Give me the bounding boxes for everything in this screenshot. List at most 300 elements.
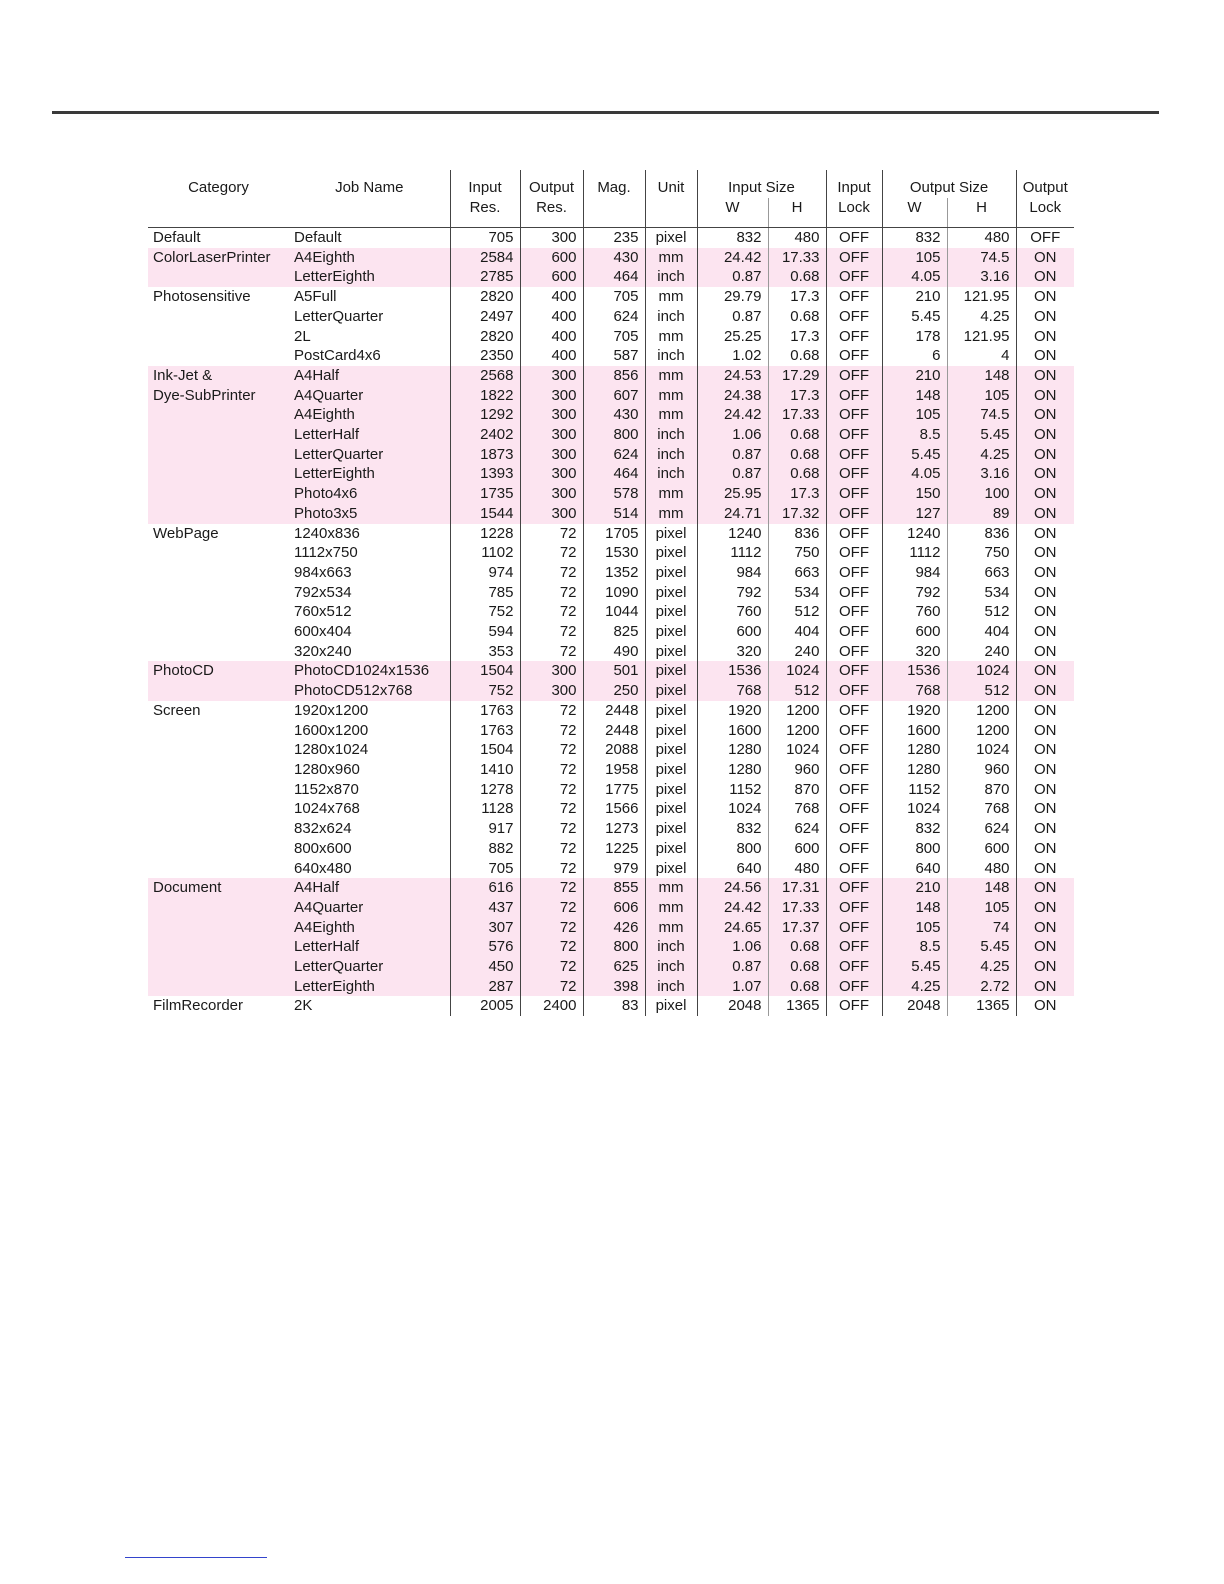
cell-input-lock: OFF [826,464,882,484]
cell-output-lock: OFF [1016,228,1074,248]
cell-input-h: 0.68 [768,307,826,327]
cell-input-lock: OFF [826,267,882,287]
category-group [148,524,1074,662]
cell-output-lock: ON [1016,878,1074,898]
cell-unit: pixel [645,721,697,741]
cell-mag: 825 [583,622,645,642]
cell-mag: 979 [583,859,645,879]
cell-output-lock: ON [1016,622,1074,642]
cell-output-res: 300 [520,445,583,465]
cell-output-res: 72 [520,524,583,544]
cell-output-res: 300 [520,425,583,445]
cell-input-lock: OFF [826,996,882,1016]
cell-output-w: 1280 [882,760,947,780]
cell-input-lock: OFF [826,228,882,248]
cell-output-h: 4 [947,346,1016,366]
cell-category [148,839,289,859]
top-rule [52,111,1159,114]
cell-category [148,464,289,484]
cell-job-name: LetterEighth [289,267,450,287]
cell-input-h: 0.68 [768,346,826,366]
cell-input-h: 0.68 [768,957,826,977]
cell-output-lock: ON [1016,445,1074,465]
cell-category [148,327,289,347]
cell-job-name: PostCard4x6 [294,347,381,365]
header-input-res-line1: Input [468,179,502,196]
cell-output-res: 72 [520,622,583,642]
category-group [148,366,1074,524]
cell-output-res: 72 [520,819,583,839]
cell-output-h: 404 [947,622,1016,642]
cell-output-h: 480 [947,228,1016,248]
cell-output-w: 2048 [882,996,947,1016]
cell-mag: 2448 [583,701,645,721]
cell-input-res: 1763 [450,721,520,741]
cell-category: Screen [153,701,201,719]
cell-output-lock: ON [1016,642,1074,662]
cell-output-w: 984 [882,563,947,583]
cell-output-h: 5.45 [947,425,1016,445]
cell-input-lock: OFF [826,799,882,819]
cell-category [148,937,289,957]
cell-job-name: PhotoCD1024x1536 [289,661,450,681]
cell-output-res: 300 [520,366,583,386]
cell-output-h: 121.95 [947,287,1016,307]
header-output-h: H [947,198,1016,228]
cell-output-w: 320 [882,642,947,662]
cell-input-res: 1410 [450,760,520,780]
table-row [148,819,1074,839]
cell-input-res: 437 [450,898,520,918]
cell-job-name: A4Quarter [289,898,450,918]
table-row [148,898,1074,918]
cell-input-res: 1504 [450,740,520,760]
cell-input-w: 25.95 [697,484,768,504]
cell-output-w: 1152 [882,780,947,800]
footer-link-rule [125,1557,267,1558]
cell-input-h: 17.31 [768,878,826,898]
cell-input-res: 353 [450,642,520,662]
cell-output-res: 72 [520,878,583,898]
cell-mag: 1273 [583,819,645,839]
cell-input-w: 29.79 [697,287,768,307]
cell-input-w: 24.71 [697,504,768,524]
cell-input-res: 2005 [450,996,520,1016]
cell-input-res: 705 [450,228,520,248]
cell-output-h: 3.16 [947,267,1016,287]
cell-input-h: 768 [768,799,826,819]
table-row [148,918,1074,938]
cell-output-lock: ON [1016,977,1074,997]
cell-output-h: 121.95 [947,327,1016,347]
cell-output-w: 1112 [882,543,947,563]
cell-job-name: A4Half [289,878,450,898]
cell-job-name: PhotoCD512x768 [289,681,450,701]
header-output-lock-line2: Lock [1029,199,1062,216]
cell-input-h: 17.3 [768,484,826,504]
cell-output-w: 600 [882,622,947,642]
cell-input-res: 2402 [450,425,520,445]
cell-job-name: Photo4x6 [289,484,450,504]
cell-category [148,425,289,445]
cell-output-lock: ON [1016,307,1074,327]
cell-input-w: 1600 [697,721,768,741]
cell-output-lock: ON [1016,799,1074,819]
cell-output-res: 72 [520,721,583,741]
cell-category [148,819,289,839]
header-output-lock [1016,170,1074,228]
cell-input-w: 984 [697,563,768,583]
cell-category [148,740,289,760]
cell-output-res: 72 [520,799,583,819]
category-group [148,996,1074,1016]
cell-input-res: 2785 [450,267,520,287]
cell-input-lock: OFF [826,721,882,741]
cell-category [148,898,289,918]
cell-output-h: 4.25 [947,957,1016,977]
table-row [148,248,1074,268]
cell-output-res: 72 [520,563,583,583]
cell-input-w: 1280 [697,760,768,780]
cell-mag: 1705 [583,524,645,544]
cell-input-w: 1152 [697,780,768,800]
cell-input-lock: OFF [826,445,882,465]
cell-unit: pixel [645,780,697,800]
cell-input-h: 17.3 [768,327,826,347]
cell-job-name: LetterHalf [289,425,450,445]
cell-input-h: 17.37 [768,918,826,938]
table-row [148,228,1074,248]
table-row [148,681,1074,701]
cell-output-res: 300 [520,228,583,248]
cell-output-h: 1024 [947,661,1016,681]
cell-input-w: 0.87 [697,307,768,327]
cell-input-res: 450 [450,957,520,977]
cell-input-lock: OFF [826,661,882,681]
cell-mag: 1090 [583,583,645,603]
cell-input-w: 320 [697,642,768,662]
cell-output-h: 5.45 [947,937,1016,957]
table-row [148,799,1074,819]
cell-output-lock: ON [1016,267,1074,287]
cell-category [148,602,289,622]
header-mag: Mag. [583,170,645,228]
cell-input-w: 1024 [697,799,768,819]
cell-unit: pixel [645,839,697,859]
cell-job-name: 1112x750 [294,544,358,562]
cell-input-lock: OFF [826,937,882,957]
table-row [148,583,1074,603]
cell-output-w: 4.05 [882,464,947,484]
cell-mag: 83 [583,996,645,1016]
cell-category: Dye-SubPrinter [148,386,289,406]
cell-input-lock: OFF [826,859,882,879]
table-row [148,307,1074,327]
cell-output-w: 768 [882,681,947,701]
cell-input-res: 287 [450,977,520,997]
cell-input-h: 1024 [768,740,826,760]
cell-output-w: 640 [882,859,947,879]
cell-unit: pixel [645,543,697,563]
cell-job-name: LetterEighth [289,977,450,997]
cell-unit: pixel [645,661,697,681]
cell-input-lock: OFF [826,346,882,366]
cell-unit: mm [645,918,697,938]
cell-unit: pixel [645,642,697,662]
cell-output-res: 400 [520,327,583,347]
cell-output-w: 1024 [882,799,947,819]
cell-unit: pixel [645,859,697,879]
cell-input-res: 705 [450,859,520,879]
cell-output-res: 400 [520,287,583,307]
cell-job-name: Photo3x5 [289,504,450,524]
cell-output-lock: ON [1016,721,1074,741]
cell-unit: pixel [645,996,697,1016]
table-row [148,878,1074,898]
cell-input-h: 836 [768,524,826,544]
cell-input-res: 1393 [450,464,520,484]
cell-output-h: 148 [947,366,1016,386]
cell-category [148,346,289,366]
cell-output-h: 960 [947,760,1016,780]
cell-input-res: 616 [450,878,520,898]
header-input-lock-line2: Lock [838,199,870,216]
cell-output-h: 663 [947,563,1016,583]
cell-unit: inch [645,937,697,957]
cell-category [148,977,289,997]
cell-input-h: 17.33 [768,405,826,425]
cell-output-w: 792 [882,583,947,603]
cell-input-res: 1504 [450,661,520,681]
header-output-lock-line1: Output [1022,179,1068,196]
cell-mag: 587 [583,346,645,366]
cell-category [148,267,289,287]
cell-output-h: 480 [947,859,1016,879]
cell-output-w: 1536 [882,661,947,681]
cell-category [148,563,289,583]
cell-input-res: 1128 [450,799,520,819]
cell-job-name: 1024x768 [294,800,360,818]
cell-output-lock: ON [1016,464,1074,484]
table-row [148,839,1074,859]
cell-input-h: 17.32 [768,504,826,524]
cell-output-res: 2400 [520,996,583,1016]
cell-output-lock: ON [1016,287,1074,307]
cell-input-res: 2820 [450,327,520,347]
cell-mag: 624 [583,445,645,465]
cell-input-lock: OFF [826,327,882,347]
cell-unit: inch [645,346,697,366]
cell-input-lock: OFF [826,386,882,406]
cell-output-w: 5.45 [882,445,947,465]
cell-output-res: 72 [520,780,583,800]
cell-input-w: 1.06 [697,425,768,445]
cell-input-lock: OFF [826,760,882,780]
cell-mag: 855 [583,878,645,898]
cell-mag: 2448 [583,721,645,741]
header-input-lock [826,170,882,228]
cell-mag: 1225 [583,839,645,859]
cell-unit: inch [645,977,697,997]
table-row [148,602,1074,622]
cell-job-name: 832x624 [294,820,352,838]
cell-input-lock: OFF [826,642,882,662]
cell-mag: 705 [583,327,645,347]
header-unit: Unit [645,170,697,228]
cell-output-w: 5.45 [882,957,947,977]
category-group [148,287,1074,366]
header-output-res-line1: Output [528,179,575,196]
cell-input-res: 2568 [450,366,520,386]
table-row [148,859,1074,879]
cell-output-w: 5.45 [882,307,947,327]
cell-output-lock: ON [1016,563,1074,583]
cell-input-lock: OFF [826,366,882,386]
table-row [148,721,1074,741]
cell-output-res: 72 [520,898,583,918]
cell-output-res: 400 [520,346,583,366]
cell-category [148,405,289,425]
cell-input-lock: OFF [826,701,882,721]
cell-input-h: 0.68 [768,267,826,287]
header-input-w: W [697,198,768,228]
cell-job-name: 800x600 [294,839,352,857]
cell-input-lock: OFF [826,484,882,504]
cell-mag: 430 [583,248,645,268]
cell-output-w: 1240 [882,524,947,544]
cell-category [148,622,289,642]
table-row [148,504,1074,524]
cell-job-name: LetterEighth [289,464,450,484]
table-row [148,524,1074,544]
cell-output-lock: ON [1016,327,1074,347]
cell-category: Photosensitive [153,288,251,306]
cell-unit: inch [645,464,697,484]
cell-output-lock: ON [1016,898,1074,918]
cell-input-h: 600 [768,839,826,859]
cell-output-lock: ON [1016,760,1074,780]
cell-unit: mm [645,248,697,268]
header-input-lock-line1: Input [837,179,871,196]
cell-output-res: 400 [520,307,583,327]
cell-input-h: 663 [768,563,826,583]
cell-input-h: 512 [768,602,826,622]
cell-input-lock: OFF [826,780,882,800]
cell-output-w: 105 [882,405,947,425]
cell-output-h: 4.25 [947,445,1016,465]
cell-input-res: 1278 [450,780,520,800]
cell-input-lock: OFF [826,543,882,563]
table-row [148,287,1074,307]
cell-job-name: 600x404 [294,623,352,641]
cell-input-h: 480 [768,228,826,248]
cell-input-res: 1228 [450,524,520,544]
table-row [148,760,1074,780]
table-row [148,484,1074,504]
cell-unit: pixel [645,799,697,819]
cell-unit: mm [645,504,697,524]
cell-job-name: 1600x1200 [294,721,369,739]
cell-job-name: LetterQuarter [289,445,450,465]
cell-mag: 2088 [583,740,645,760]
cell-output-res: 72 [520,602,583,622]
cell-output-res: 72 [520,839,583,859]
cell-input-w: 800 [697,839,768,859]
cell-output-w: 4.25 [882,977,947,997]
cell-output-h: 624 [947,819,1016,839]
cell-mag: 705 [583,287,645,307]
cell-mag: 1775 [583,780,645,800]
cell-mag: 430 [583,405,645,425]
cell-unit: pixel [645,602,697,622]
table-row [148,405,1074,425]
cell-mag: 490 [583,642,645,662]
cell-input-h: 240 [768,642,826,662]
cell-output-h: 105 [947,386,1016,406]
cell-category [148,859,289,879]
table-row [148,937,1074,957]
table-header [148,170,1074,228]
cell-input-w: 792 [697,583,768,603]
cell-job-name: 2L [294,327,311,345]
cell-unit: inch [645,957,697,977]
cell-input-lock: OFF [826,504,882,524]
cell-output-w: 148 [882,386,947,406]
cell-output-lock: ON [1016,583,1074,603]
cell-output-w: 1600 [882,721,947,741]
cell-category [148,642,289,662]
cell-output-res: 300 [520,405,583,425]
cell-input-lock: OFF [826,819,882,839]
header-output-size: Output Size [882,170,1016,198]
cell-output-res: 72 [520,918,583,938]
cell-input-w: 832 [697,228,768,248]
cell-input-lock: OFF [826,681,882,701]
cell-output-lock: ON [1016,661,1074,681]
cell-input-w: 1280 [697,740,768,760]
cell-category [148,484,289,504]
cell-unit: pixel [645,681,697,701]
cell-output-w: 178 [882,327,947,347]
cell-output-h: 750 [947,543,1016,563]
cell-mag: 464 [583,267,645,287]
cell-category: Document [148,878,289,898]
cell-output-lock: ON [1016,819,1074,839]
cell-input-w: 1.06 [697,937,768,957]
header-input-res-line2: Res. [469,199,501,216]
table-row [148,267,1074,287]
cell-unit: pixel [645,524,697,544]
cell-output-h: 1365 [947,996,1016,1016]
cell-output-h: 240 [947,642,1016,662]
cell-job-name: 1280x1024 [294,741,369,759]
cell-output-w: 148 [882,898,947,918]
cell-input-lock: OFF [826,425,882,445]
cell-output-w: 4.05 [882,267,947,287]
cell-output-h: 4.25 [947,307,1016,327]
cell-output-w: 105 [882,918,947,938]
cell-input-lock: OFF [826,898,882,918]
cell-input-w: 24.42 [697,248,768,268]
cell-job-name: 1152x870 [294,780,359,798]
cell-input-w: 600 [697,622,768,642]
cell-output-lock: ON [1016,543,1074,563]
cell-output-lock: ON [1016,425,1074,445]
cell-output-h: 100 [947,484,1016,504]
cell-category [148,307,289,327]
table-row [148,957,1074,977]
cell-mag: 501 [583,661,645,681]
